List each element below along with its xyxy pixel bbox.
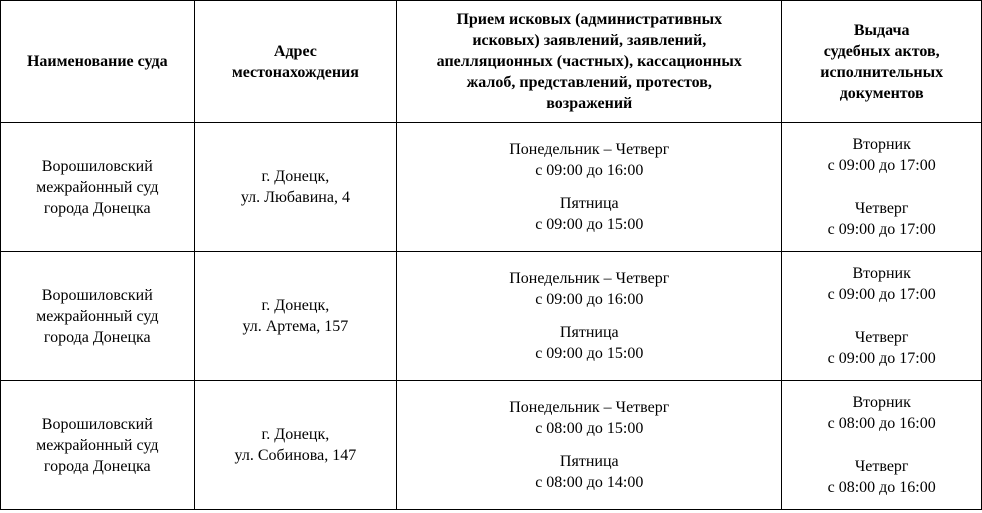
address-line: ул. Любавина, 4 (240, 189, 350, 206)
receiving-time: с 09:00 до 15:00 (535, 345, 644, 362)
receiving-hours-cell (397, 123, 782, 252)
header-receiving-line: исковых) заявлений, заявлений, (472, 32, 707, 49)
issuing-time: с 08:00 до 16:00 (827, 415, 936, 432)
court-name-cell (1, 252, 195, 381)
header-issuing-line: Выдача (853, 21, 910, 39)
issuing-day: Четверг (854, 200, 909, 217)
address-line: ул. Собинова, 147 (234, 447, 357, 464)
receiving-time: с 09:00 до 16:00 (535, 162, 644, 179)
issuing-time: с 09:00 до 17:00 (827, 157, 936, 174)
issuing-hours-cell (782, 123, 982, 252)
address-cell (194, 252, 397, 381)
header-receiving-line: Прием исковых (административных (456, 11, 723, 28)
header-court-name (1, 1, 195, 123)
receiving-time: с 08:00 до 14:00 (535, 474, 644, 491)
header-issuing-line: исполнительных (820, 63, 944, 81)
header-receiving-line: возражений (546, 95, 633, 112)
issuing-hours-cell (782, 381, 982, 510)
receiving-hours-cell (397, 252, 782, 381)
receiving-time: с 09:00 до 16:00 (535, 291, 644, 308)
header-receiving-line: апелляционных (частных), кассационных (436, 53, 742, 70)
issuing-time: с 08:00 до 16:00 (827, 479, 936, 496)
issuing-day: Четверг (854, 458, 909, 475)
court-name-line: Ворошиловский (41, 415, 153, 433)
header-issuing-line: судебных актов, (823, 42, 940, 60)
issuing-time: с 09:00 до 17:00 (827, 286, 936, 303)
address-line: г. Донецк, (261, 168, 330, 185)
header-address-line: Адрес (273, 42, 317, 60)
address-line: г. Донецк, (261, 297, 330, 314)
receiving-days: Понедельник – Четверг (509, 399, 670, 416)
issuing-hours-cell (782, 252, 982, 381)
address-cell (194, 381, 397, 510)
table-row (1, 381, 982, 510)
header-receiving (397, 1, 782, 123)
address-cell (194, 123, 397, 252)
header-issuing (782, 1, 982, 123)
table-row (1, 252, 982, 381)
court-name-line: города Донецка (43, 328, 151, 346)
receiving-days: Понедельник – Четверг (509, 270, 670, 287)
receiving-days: Пятница (559, 195, 619, 212)
header-address-line: местонахождения (231, 63, 359, 81)
table-row (1, 123, 982, 252)
header-issuing-line: документов (839, 84, 924, 102)
receiving-time: с 08:00 до 15:00 (535, 420, 644, 437)
court-name-cell (1, 123, 195, 252)
court-name-line: города Донецка (43, 199, 151, 217)
header-address (194, 1, 397, 123)
header-court-name-text: Наименование суда (26, 53, 168, 70)
receiving-days: Понедельник – Четверг (509, 141, 670, 158)
receiving-hours-cell (397, 381, 782, 510)
receiving-time: с 09:00 до 15:00 (535, 216, 644, 233)
court-name-line: межрайонный суд (36, 178, 159, 196)
issuing-time: с 09:00 до 17:00 (827, 221, 936, 238)
court-name-line: межрайонный суд (36, 436, 159, 454)
header-receiving-line: жалоб, представлений, протестов, (466, 74, 712, 91)
issuing-time: с 09:00 до 17:00 (827, 350, 936, 367)
issuing-day: Вторник (852, 136, 911, 153)
receiving-days: Пятница (559, 453, 619, 470)
court-name-line: Ворошиловский (41, 286, 153, 304)
issuing-day: Вторник (852, 394, 911, 411)
table-header-row (1, 1, 982, 123)
address-line: ул. Артема, 157 (242, 318, 349, 335)
address-line: г. Донецк, (261, 426, 330, 443)
issuing-day: Четверг (854, 329, 909, 346)
court-name-line: межрайонный суд (36, 307, 159, 325)
receiving-days: Пятница (559, 324, 619, 341)
court-name-line: Ворошиловский (41, 157, 153, 175)
court-name-cell (1, 381, 195, 510)
court-name-line: города Донецка (43, 457, 151, 475)
issuing-day: Вторник (852, 265, 911, 282)
